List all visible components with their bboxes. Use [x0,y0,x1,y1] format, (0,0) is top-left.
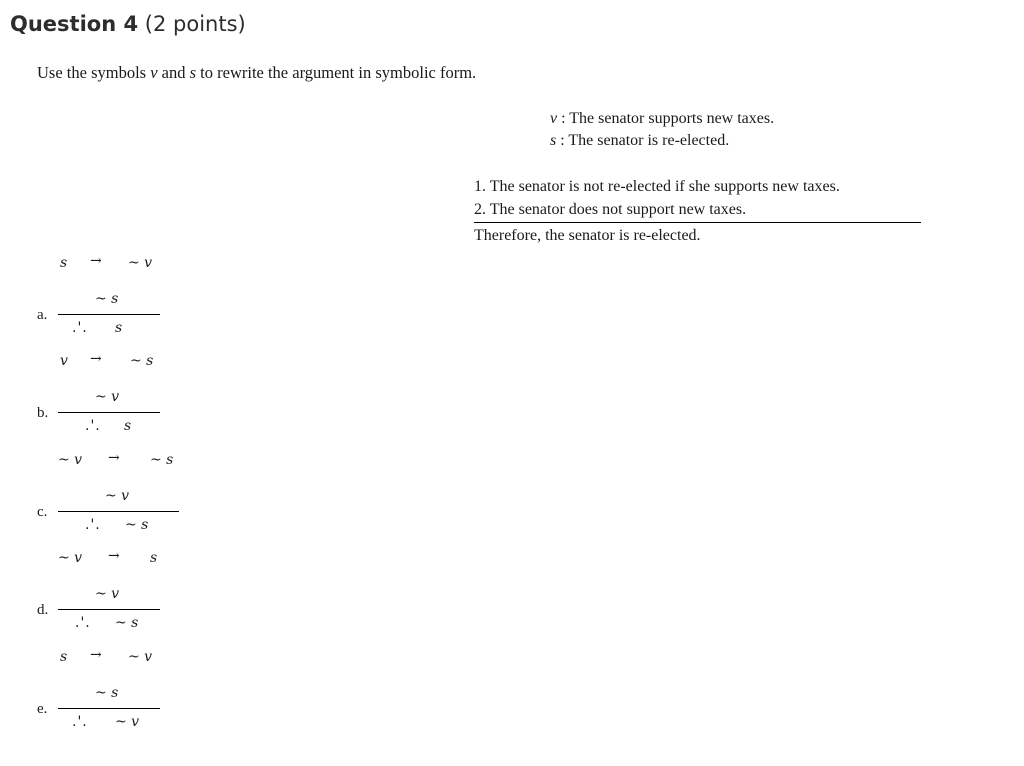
prompt-text: to rewrite the argument in symbolic form. [196,63,477,82]
conclusion-symbol: s [115,320,123,336]
conclusion: Therefore, the senator is re-elected. [474,227,701,244]
choice-letter: e. [37,701,48,717]
arrow-icon: → [108,548,120,564]
premise-second: ~ v [95,389,120,405]
premise-right: ~ s [150,452,174,468]
symbol-definitions [550,108,774,152]
premise-1: 1. The senator is not re-elected if she supports new taxes. [474,178,840,195]
choice-letter: d. [37,602,49,618]
therefore-symbol: .'. [75,615,91,631]
conclusion-symbol: s [124,418,132,434]
premise-right: ~ s [130,353,154,369]
choice-letter: b. [37,405,49,421]
premise-second: ~ v [95,586,120,602]
argument-line [58,609,160,610]
definition-v: v : The senator supports new taxes. [550,110,775,127]
question-prompt [37,63,476,83]
premise-right: s [150,550,158,566]
conclusion-symbol: ~ s [125,517,149,533]
argument-line [58,412,160,413]
arrow-icon: → [90,647,102,663]
prompt-text: and [157,63,190,82]
premise-left: ~ v [58,550,83,566]
therefore-symbol: .'. [72,320,88,336]
argument-block [474,175,921,247]
conclusion-symbol: ~ v [115,714,140,730]
premise-second: ~ s [95,685,119,701]
therefore-symbol: .'. [85,418,101,434]
argument-line [58,314,160,315]
arrow-icon: → [90,253,102,269]
premise-2: 2. The senator does not support new taxes. [474,201,747,218]
question-number: Question 4 [10,12,139,36]
prompt-symbol-v: v [150,63,158,82]
prompt-text: Use the symbols [37,63,151,82]
choice-c[interactable] [0,447,260,543]
premise-right: ~ v [128,649,153,665]
premise-left: s [60,649,68,665]
choice-b[interactable] [0,348,260,444]
choice-letter: c. [37,504,48,520]
premise-left: ~ v [58,452,83,468]
argument-line [58,708,160,709]
argument-line [58,511,179,512]
arrow-icon: → [108,450,120,466]
premise-left: s [60,255,68,271]
therefore-symbol: .'. [72,714,88,730]
choice-letter: a. [37,307,48,323]
premise-second: ~ s [95,291,119,307]
question-title [10,12,246,36]
definition-s: s : The senator is re-elected. [550,132,730,149]
prompt-symbol-s: s [189,63,197,82]
premise-right: ~ v [128,255,153,271]
choice-a[interactable] [0,250,260,346]
choice-e[interactable] [0,644,260,740]
argument-divider [474,222,921,223]
conclusion-symbol: ~ s [115,615,139,631]
choice-d[interactable] [0,545,260,641]
question-points: (2 points) [144,12,246,36]
premise-left: v [60,353,68,369]
premise-second: ~ v [105,488,130,504]
arrow-icon: → [90,351,102,367]
therefore-symbol: .'. [85,517,101,533]
